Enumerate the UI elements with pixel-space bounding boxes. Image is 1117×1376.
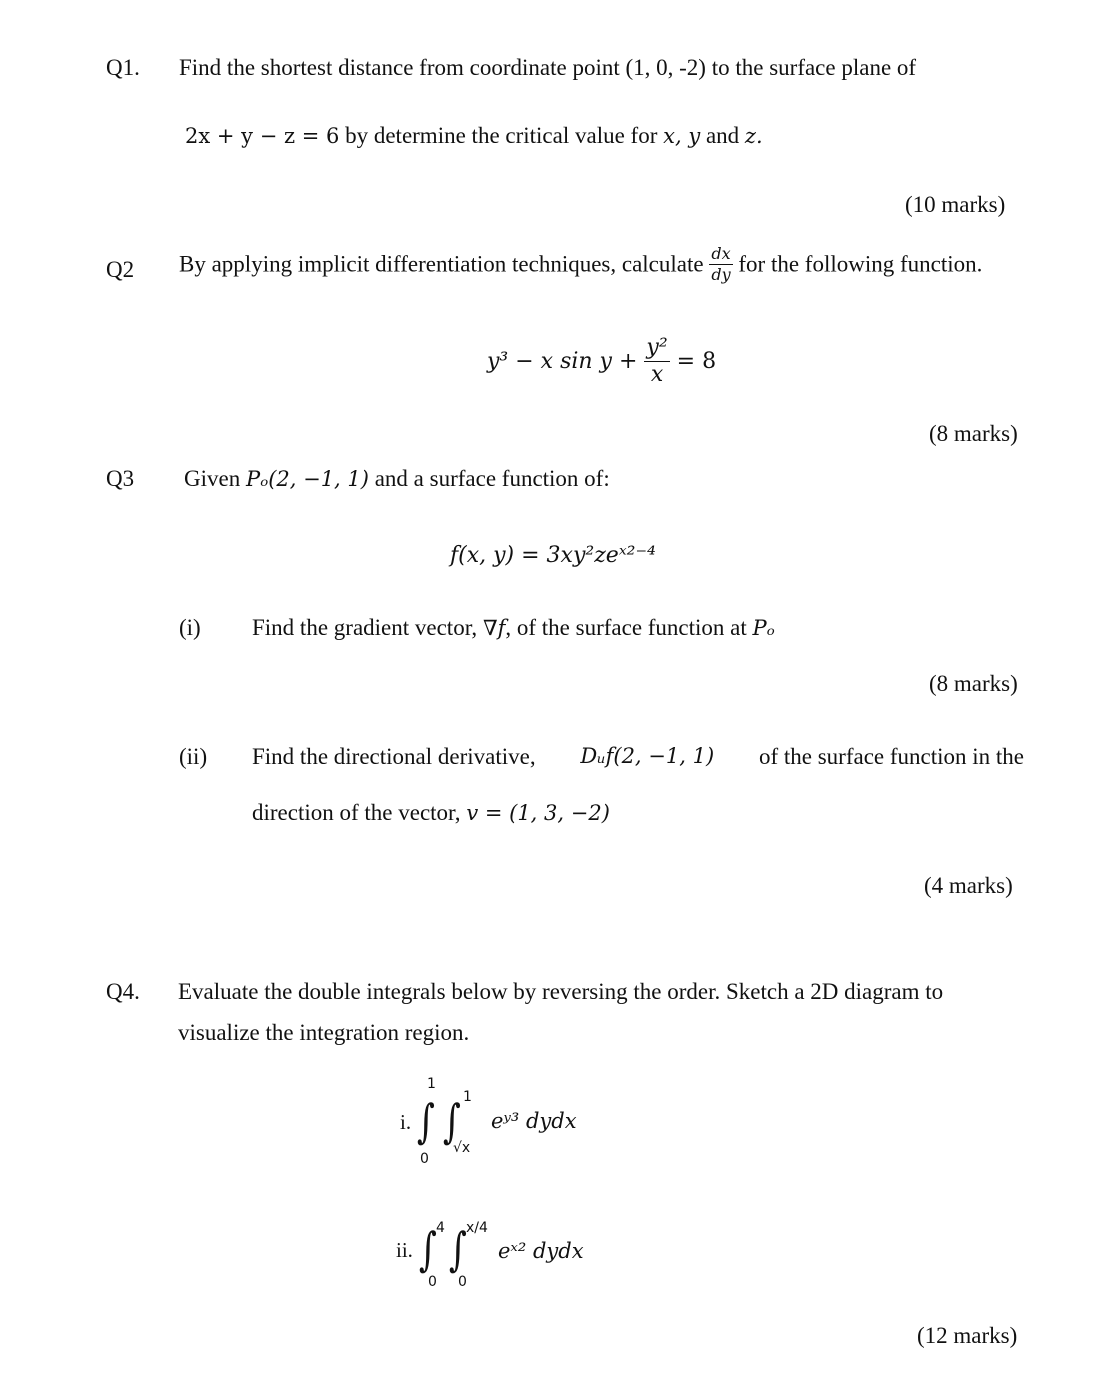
- q2-eq-num: y²: [646, 335, 668, 360]
- q3-given-pre: Given: [184, 466, 246, 491]
- q2-frac-num: dx: [709, 246, 732, 265]
- q2-text-pre: By applying implicit differentiation techniques, calculate: [179, 251, 704, 277]
- q2-eq-left: y³ − x sin y +: [487, 349, 638, 374]
- q4-i-inner-integral-icon: ∫: [442, 1094, 461, 1148]
- q1-equation: 2x + y − z = 6: [185, 124, 340, 148]
- q1-vars: x, y: [663, 124, 701, 148]
- q3-ii-derivative: Dᵤf(2, −1, 1): [580, 744, 715, 768]
- q4-text-line1: Evaluate the double integrals below by reversing the order. Sketch a 2D diagram to: [178, 979, 944, 1004]
- q4-ii-outer-integral-icon: ∫: [418, 1222, 437, 1276]
- q3-label: Q3: [106, 466, 135, 491]
- q3-ii-text-line1: [252, 744, 1024, 770]
- q3-ii-text-pre: Find the directional derivative,: [252, 744, 536, 769]
- q2-marks: (8 marks): [929, 421, 1018, 446]
- q3-i-label: (i): [179, 615, 201, 640]
- q4-integral-ii: [396, 1218, 656, 1293]
- q2-eq-right: = 8: [676, 349, 717, 374]
- q3-i-marks: (8 marks): [929, 671, 1018, 696]
- q3-function: f(x, y) = 3xy²zeˣ²⁻⁴: [450, 543, 656, 568]
- q3-i-text-post: , of the surface function at: [505, 615, 753, 640]
- q4-i-integrand: eʸ³ dydx: [491, 1109, 577, 1133]
- q2-dxdy-fraction: [709, 246, 732, 283]
- q3-ii-vector: v = (1, 3, −2): [466, 801, 610, 825]
- q4-i-label: i.: [400, 1110, 412, 1134]
- q4-label: Q4.: [106, 979, 140, 1004]
- q3-i-point: Pₒ: [752, 616, 775, 640]
- q1-text-line1: Find the shortest distance from coordinate point (1, 0, -2) to the surface plane of: [179, 55, 917, 80]
- q2-eq-den: x: [650, 362, 664, 387]
- q1-marks: (10 marks): [905, 192, 1006, 217]
- q2-text: [179, 246, 982, 283]
- q4-ii-label: ii.: [396, 1238, 413, 1262]
- q2-equation: [487, 337, 716, 386]
- q1-and: and: [700, 123, 745, 148]
- q4-i-outer-lower: 0: [420, 1151, 429, 1167]
- q1-z: z.: [744, 124, 763, 148]
- q3-i-gradient: ∇f: [482, 616, 506, 640]
- q4-i-outer-upper: 1: [427, 1076, 436, 1092]
- q2-text-post: for the following function.: [738, 251, 983, 277]
- q4-ii-inner-lower: 0: [458, 1274, 467, 1290]
- q4-ii-integrand: eˣ² dydx: [498, 1239, 584, 1263]
- q4-ii-inner-upper: x/4: [466, 1220, 488, 1236]
- q3-ii-label: (ii): [179, 744, 208, 769]
- q4-text-line2: visualize the integration region.: [178, 1020, 470, 1045]
- q3-ii-marks: (4 marks): [924, 873, 1013, 898]
- q4-ii-outer-lower: 0: [428, 1274, 437, 1290]
- q4-ii-inner-integral-icon: ∫: [448, 1222, 467, 1276]
- q3-given: [184, 466, 610, 492]
- q3-point: Pₒ(2, −1, 1): [245, 467, 369, 491]
- q3-ii-line2-pre: direction of the vector,: [252, 800, 467, 825]
- q3-i-text: [252, 615, 775, 641]
- q1-text-line2: [185, 123, 763, 149]
- q4-integral-i: [400, 1076, 660, 1171]
- q4-marks: (12 marks): [917, 1323, 1018, 1348]
- q3-given-post: and a surface function of:: [368, 466, 610, 491]
- q1-label: Q1.: [106, 55, 140, 80]
- q4-i-inner-lower: √x: [453, 1140, 471, 1156]
- q2-frac-den: dy: [711, 265, 731, 284]
- q2-eq-fraction: [644, 337, 669, 386]
- q4-ii-outer-upper: 4: [436, 1220, 445, 1236]
- q3-ii-text-post: of the surface function in the: [758, 744, 1024, 769]
- q3-i-text-pre: Find the gradient vector,: [252, 615, 483, 640]
- q4-i-outer-integral-icon: ∫: [416, 1094, 435, 1148]
- q2-label: Q2: [106, 257, 135, 282]
- q4-i-inner-upper: 1: [463, 1089, 472, 1105]
- q3-ii-text-line2: [252, 800, 610, 826]
- q1-line2-text: by determine the critical value for: [339, 123, 664, 148]
